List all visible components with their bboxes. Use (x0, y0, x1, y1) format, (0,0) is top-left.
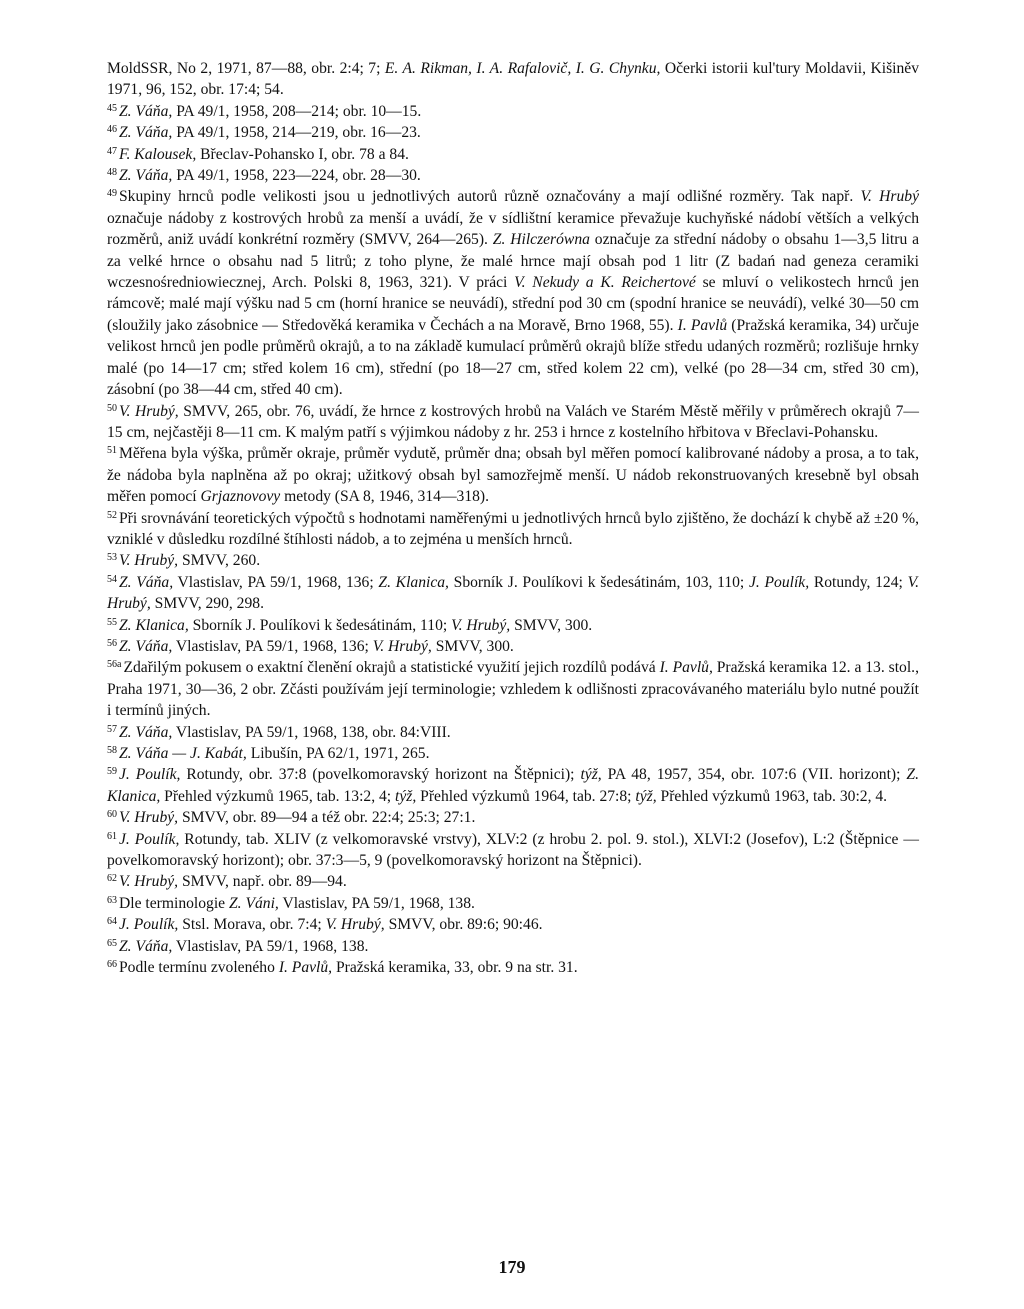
footnote-author: J. Poulík, (119, 830, 180, 848)
footnote-author: I. Pavlů, (659, 659, 713, 677)
footnote (107, 122, 919, 143)
footnote (107, 764, 919, 807)
footnote-text: Vlastislav, PA 59/1, 1968, 138. (278, 894, 475, 912)
footnote-author: I. Pavlů, (278, 959, 333, 977)
footnote-text: Vlastislav, PA 59/1, 1968, 136; (172, 637, 373, 655)
footnote (107, 657, 919, 721)
footnote-number: 47 (107, 145, 117, 157)
footnote-text: SMVV, 260. (178, 552, 261, 570)
footnote (107, 508, 919, 551)
footnote-text: označuje za střední nádoby o obsahu 1—3,5 litru a za velké hrnce o obsahu nad 5 litrů; z toho plyne, že malé hrnce mají obsah pod 1 litr (Z badań nad geneza ceramiki wczesnośredniowiecznej, Arch. Polski 8, 1963, 321). V práci (107, 231, 920, 292)
footnote-number: 66 (107, 959, 117, 971)
footnote-author: J. Poulík, (748, 573, 810, 591)
footnote-text: Rotundy, obr. 37:8 (povelkomoravský horizont na Štěpnici); (180, 766, 581, 784)
footnote-text: Očerki istorii kul'tury Moldavii, Kišiněv 1971, 96, 152, obr. 17:4; 54. (107, 60, 919, 99)
footnote-text: SMVV, obr. 89:6; 90:46. (384, 916, 543, 934)
footnote-text: SMVV, 265, obr. 76, uvádí, že hrnce z kostrových hrobů na Valách ve Starém Městě měřily v průměrech okrajů 7—15 cm, nejčastěji 8—11 cm. K malým patří s výjimkou nádoby z hr. 253 i hrnce z kostelního hřbitova v Břeclavi-Pohansku. (107, 402, 919, 441)
footnote-number: 52 (107, 509, 117, 521)
footnote (107, 722, 919, 743)
footnote (107, 829, 919, 872)
footnote-text: PA 49/1, 1958, 214—219, obr. 16—23. (172, 124, 421, 142)
footnote (107, 101, 919, 122)
footnote (107, 550, 919, 571)
footnote (107, 615, 919, 636)
footnote-author: V. Hrubý, (119, 873, 179, 891)
footnote-number: 61 (107, 830, 117, 842)
footnote-author: Z. Váňa, (119, 573, 174, 591)
footnote-text: Pražská keramika 12. a 13. stol., Praha 1971, 30—36, 2 obr. Zčásti používám její terminologie; vzhledem k odlišnosti zpracovávaného materiálu bylo nutné použít i termínů jiných. (107, 659, 919, 720)
footnote-text: SMVV, 300. (510, 616, 593, 634)
footnote-text: Stsl. Morava, obr. 7:4; (178, 916, 326, 934)
footnote-author: týž, (635, 787, 657, 805)
footnote (107, 936, 919, 957)
footnote (107, 871, 919, 892)
footnote (107, 144, 919, 165)
footnote-author: Z. Váňa, (119, 637, 173, 655)
footnote-number: 49 (107, 188, 117, 200)
footnote-number: 63 (107, 894, 117, 906)
footnote-text: Vlastislav, PA 59/1, 1968, 138, obr. 84:VIII. (172, 723, 451, 741)
footnote-text: se mluví o velikostech hrnců jen rámcově; malé mají výšku nad 5 cm (horní hranice se neuvádí), střední pod 30 cm (spodní hranice se neuvádí), velké 30—50 cm (sloužily jako zásobnice — Středověká keramika v Čechách a na Moravě, Brno 1968, 55). (107, 274, 919, 334)
footnote-text: Sborník J. Poulíkovi k šedesátinám, 110; (188, 616, 452, 634)
footnote-text: Přehled výzkumů 1965, tab. 13:2, 4; (160, 787, 396, 805)
footnote-author: týž, (580, 766, 602, 784)
footnote-number: 64 (107, 916, 117, 928)
footnote-text: Přehled výzkumů 1963, tab. 30:2, 4. (656, 787, 888, 805)
footnote-text: Břeclav-Pohansko I, obr. 78 a 84. (196, 145, 409, 163)
footnote-number: 59 (107, 766, 117, 778)
footnote-text: Podle termínu zvoleného (119, 959, 279, 977)
footnote-author: J. Poulík, (119, 766, 181, 784)
footnote-text: Rotundy, 124; (809, 573, 908, 591)
footnote (107, 58, 919, 101)
footnote (107, 914, 919, 935)
footnote-author: V. Hrubý, (451, 616, 511, 634)
footnote-text: SMVV, 290, 298. (150, 595, 264, 613)
footnote-author: Z. Váňa, (119, 937, 173, 955)
footnote-number: 53 (107, 552, 117, 564)
footnote-author: Z. Váňa, (119, 102, 173, 120)
footnote-number: 51 (107, 445, 117, 457)
footnote-text: označuje nádoby z kostrových hrobů za menší a uvádí, že v sídlištní keramice převažuje kuchyňské nádobí větších a velkých rozměrů, aniž uvádí konkrétní rozměry (SMVV, 264—265). (107, 209, 919, 249)
footnote-text: Vlastislav, PA 59/1, 1968, 136; (173, 573, 379, 591)
footnote-author: V. Hrubý, (119, 809, 179, 827)
footnote-text: Měřena byla výška, průměr okraje, průměr vydutě, průměr dna; obsah byl měřen pomocí kalibrované nádoby a prosa, a to tak, že nádoba byla naplněna až po okraj; užitkový obsah byl samozřejmě menší. U nádob rekonstruovaných kresebně byl obsah měřen pomocí (107, 445, 919, 506)
footnote-author: E. A. Rikman, I. A. Rafalovič, I. G. Chynku, (384, 60, 661, 77)
footnote-text: Vlastislav, PA 59/1, 1968, 138. (172, 937, 369, 955)
footnote-number: 62 (107, 873, 117, 885)
footnote-number: 57 (107, 723, 117, 735)
footnote-number: 58 (107, 745, 117, 756)
footnote (107, 401, 919, 444)
footnote (107, 807, 919, 828)
footnote-number: 46 (107, 124, 117, 136)
footnote (107, 893, 919, 914)
footnote-text: Dle terminologie (119, 894, 229, 912)
footnote-number: 48 (107, 167, 117, 179)
footnote (107, 957, 919, 978)
footnote-number: 56 (107, 637, 117, 649)
footnote-number: 55 (107, 616, 117, 628)
footnote-text: Pražská keramika, 33, obr. 9 na str. 31. (332, 959, 578, 977)
footnote-author: V. Hrubý, (119, 552, 179, 570)
footnote-text: Přehled výzkumů 1964, tab. 27:8; (416, 787, 636, 805)
footnote-text: Skupiny hrnců podle velikosti jsou u jednotlivých autorů různě označovány a mají odlišné rozměry. Tak např. (119, 188, 861, 206)
footnote-text: Libušín, PA 62/1, 1971, 265. (246, 745, 430, 762)
footnote-author: V. Hrubý, (325, 916, 385, 934)
footnote (107, 743, 919, 764)
footnote (107, 165, 919, 186)
footnote-text: SMVV, např. obr. 89—94. (178, 873, 347, 891)
footnote-number: 45 (107, 102, 117, 114)
footnote-author: Z. Hilczerówna (492, 231, 590, 249)
footnote-author: V. Hrubý, (372, 637, 432, 655)
footnote-author: Z. Klanica, (107, 766, 919, 805)
footnote-text: MoldSSR, No 2, 1971, 87—88, obr. 2:4; 7; (107, 60, 385, 77)
page-number: 179 (498, 1257, 526, 1277)
footnote-number: 60 (107, 809, 117, 821)
footnote-text: Sborník J. Poulíkovi k šedesátinám, 103, 110; (448, 573, 749, 591)
footnote (107, 636, 919, 657)
footnote-author: I. Pavlů (677, 316, 728, 334)
footnote-author: Grjaznovovy (200, 488, 281, 506)
footnote-text: metody (SA 8, 1946, 314—318). (280, 488, 490, 506)
footnote-number: 54 (107, 573, 117, 585)
footnote-author: Z. Váňa, (119, 723, 173, 741)
footnote-author: Z. Váňa, (119, 124, 173, 142)
footnote-number: 65 (107, 937, 117, 949)
footnote-author: týž, (395, 787, 417, 805)
footnote-author: V. Hrubý, (107, 573, 919, 613)
footnote-text: Při srovnávání teoretických výpočtů s hodnotami naměřenými u jednotlivých hrnců bylo zjištěno, že dochází k chybě až ±20 %, vzniklé v důsledku rozdílné štíhlosti nádob, a to zejména u menších hrnců. (107, 509, 919, 548)
footnote-text: PA 48, 1957, 354, obr. 107:6 (VII. horizont); (601, 766, 907, 784)
footnote-author: Z. Váni, (229, 894, 279, 912)
footnote-text: SMVV, obr. 89—94 a též obr. 22:4; 25:3; 27:1. (178, 809, 476, 827)
footnote-author: F. Kalousek, (119, 145, 197, 163)
footnote-text: SMVV, 300. (431, 637, 514, 655)
footnote-author: Z. Klanica, (119, 616, 189, 634)
footnote-text: PA 49/1, 1958, 223—224, obr. 28—30. (172, 167, 421, 185)
footnote-author: V. Nekudy a K. Reichertové (514, 274, 696, 292)
footnote-text: (Pražská keramika, 34) určuje velikost hrnců jen podle průměrů okrajů, a to na základě kumulací průměrů okrajů blíže středu udaných rozměrů; rozlišuje hrnky malé (po 14—17 cm; střed kolem 16 cm), střední (po 18—27 cm, střed kolem 22 cm), velké (po 28—34 cm, střed 30 cm), zásobní (po 38—44 cm, střed 40 cm). (107, 316, 919, 399)
footnote-text: Rotundy, tab. XLIV (z velkomoravské vrstvy), XLV:2 (z hrobu 2. pol. 9. stol.), XLVI:2 (Josefov), L:2 (Štěpnice — povelkomoravský horizont); obr. 37:3—5, 9 (povelkomoravský horizont na Štěpnici). (107, 830, 919, 870)
footnote-author: J. Poulík, (119, 916, 179, 934)
footnote-number: 50 (107, 402, 117, 414)
footnote-author: Z. Váňa, (119, 167, 173, 185)
footnote-text: Zdařilým pokusem o exaktní členění okrajů a statistické využití jejich rozdílů podává (123, 659, 660, 677)
footnote (107, 572, 919, 615)
footnote (107, 443, 919, 507)
footnote (107, 186, 919, 400)
footnote-author: Z. Klanica, (378, 573, 449, 591)
footnotes (107, 58, 919, 978)
footnote-author: V. Hrubý, (119, 402, 179, 420)
footnote-number: 56a (107, 659, 122, 671)
footnote-author: V. Hrubý (860, 188, 920, 206)
footnote-author: Z. Váňa — J. Kabát, (119, 745, 247, 762)
footnote-text: PA 49/1, 1958, 208—214; obr. 10—15. (172, 102, 422, 120)
